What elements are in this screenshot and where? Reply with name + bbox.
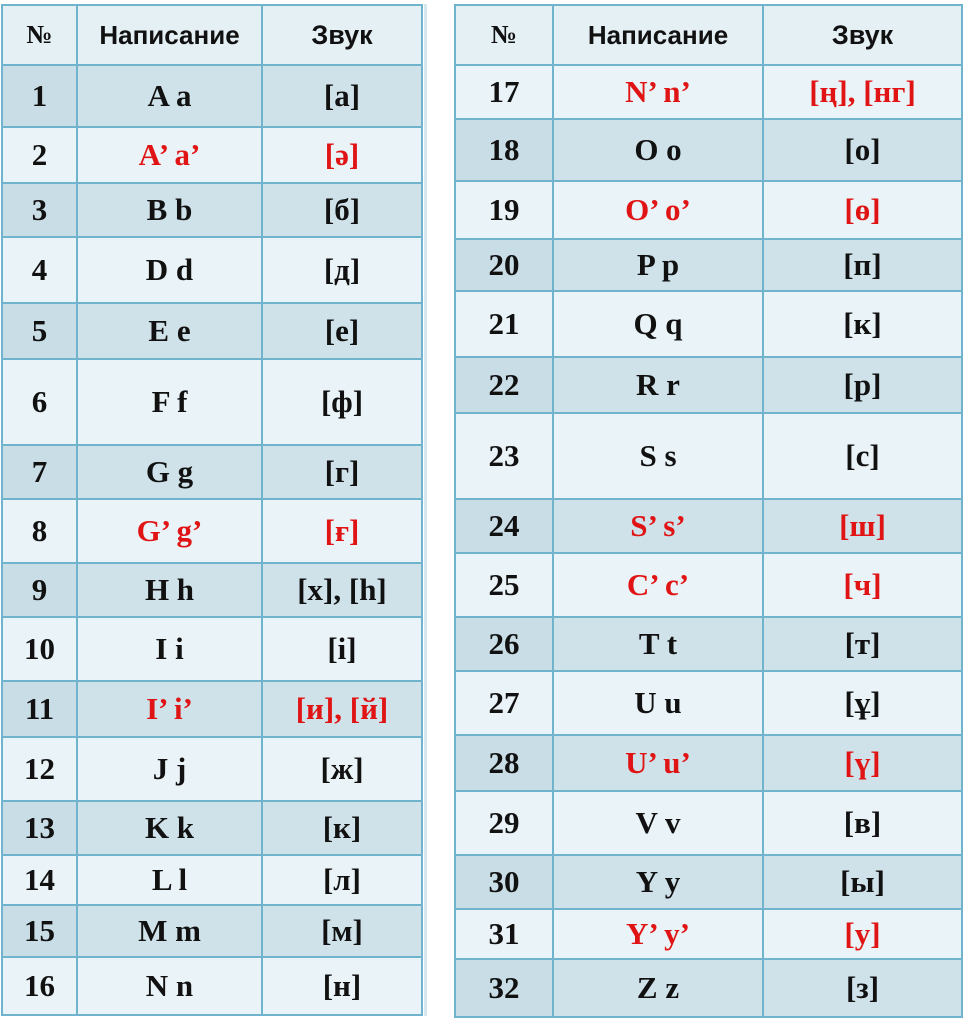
table-row — [2, 801, 422, 855]
row-letter: V v — [553, 791, 763, 855]
alphabet-table-left — [1, 4, 423, 1016]
row-sound: [ө] — [763, 181, 962, 239]
column-divider — [424, 4, 427, 1016]
row-number: 19 — [455, 181, 553, 239]
row-letter: U u — [553, 671, 763, 735]
row-letter: A’ a’ — [77, 127, 262, 183]
row-letter: G g — [77, 445, 262, 499]
row-sound: [ұ] — [763, 671, 962, 735]
row-number: 11 — [2, 681, 77, 737]
table-row — [2, 237, 422, 303]
row-number: 6 — [2, 359, 77, 445]
row-number: 21 — [455, 291, 553, 357]
row-sound: [г] — [262, 445, 422, 499]
row-letter: N n — [77, 957, 262, 1015]
row-number: 18 — [455, 119, 553, 181]
row-sound: [ә] — [262, 127, 422, 183]
header-number: № — [2, 5, 77, 65]
row-sound: [ш] — [763, 499, 962, 553]
row-letter: S’ s’ — [553, 499, 763, 553]
row-letter: G’ g’ — [77, 499, 262, 563]
table-row — [455, 119, 962, 181]
table-row — [2, 183, 422, 237]
table-row — [455, 553, 962, 617]
row-sound: [і] — [262, 617, 422, 681]
row-letter: U’ u’ — [553, 735, 763, 791]
table-row — [455, 671, 962, 735]
header-sound: Звук — [262, 5, 422, 65]
row-letter: C’ c’ — [553, 553, 763, 617]
table-row — [455, 413, 962, 499]
table-row — [455, 959, 962, 1017]
row-number: 1 — [2, 65, 77, 127]
row-letter: B b — [77, 183, 262, 237]
row-number: 32 — [455, 959, 553, 1017]
row-letter: O o — [553, 119, 763, 181]
row-number: 15 — [2, 905, 77, 957]
table-row — [455, 499, 962, 553]
row-number: 14 — [2, 855, 77, 905]
row-letter: I’ i’ — [77, 681, 262, 737]
row-sound: [в] — [763, 791, 962, 855]
row-number: 28 — [455, 735, 553, 791]
row-letter: M m — [77, 905, 262, 957]
row-sound: [м] — [262, 905, 422, 957]
row-letter: P p — [553, 239, 763, 291]
row-letter: R r — [553, 357, 763, 413]
table-row — [455, 855, 962, 909]
row-number: 26 — [455, 617, 553, 671]
row-sound: [з] — [763, 959, 962, 1017]
table-row — [2, 563, 422, 617]
table-row — [2, 359, 422, 445]
row-number: 23 — [455, 413, 553, 499]
table-row — [2, 957, 422, 1015]
row-letter: H h — [77, 563, 262, 617]
row-number: 20 — [455, 239, 553, 291]
row-number: 17 — [455, 65, 553, 119]
table-row — [2, 303, 422, 359]
table-row — [2, 737, 422, 801]
row-number: 30 — [455, 855, 553, 909]
row-sound: [ф] — [262, 359, 422, 445]
table-row — [455, 291, 962, 357]
table-row — [2, 445, 422, 499]
table-row — [2, 905, 422, 957]
row-sound: [ғ] — [262, 499, 422, 563]
row-sound: [ү] — [763, 735, 962, 791]
row-letter: E e — [77, 303, 262, 359]
row-letter: Y y — [553, 855, 763, 909]
table-row — [455, 65, 962, 119]
row-number: 13 — [2, 801, 77, 855]
row-number: 8 — [2, 499, 77, 563]
row-sound: [у] — [763, 909, 962, 959]
row-number: 12 — [2, 737, 77, 801]
row-number: 24 — [455, 499, 553, 553]
row-sound: [н] — [262, 957, 422, 1015]
row-sound: [ң], [нг] — [763, 65, 962, 119]
alphabet-table-right — [454, 4, 963, 1018]
row-letter: Q q — [553, 291, 763, 357]
row-number: 9 — [2, 563, 77, 617]
table-row — [455, 791, 962, 855]
row-number: 10 — [2, 617, 77, 681]
row-sound: [и], [й] — [262, 681, 422, 737]
header-spelling: Написание — [77, 5, 262, 65]
row-sound: [ч] — [763, 553, 962, 617]
table-body-right — [455, 65, 962, 1017]
row-sound: [а] — [262, 65, 422, 127]
row-sound: [к] — [763, 291, 962, 357]
header-spelling: Написание — [553, 5, 763, 65]
table-row — [455, 617, 962, 671]
row-number: 25 — [455, 553, 553, 617]
row-letter: S s — [553, 413, 763, 499]
table-row — [455, 239, 962, 291]
row-sound: [о] — [763, 119, 962, 181]
row-letter: Y’ y’ — [553, 909, 763, 959]
table-row — [2, 127, 422, 183]
table-body-left — [2, 65, 422, 1015]
row-number: 7 — [2, 445, 77, 499]
row-sound: [е] — [262, 303, 422, 359]
row-sound: [т] — [763, 617, 962, 671]
row-number: 2 — [2, 127, 77, 183]
row-number: 31 — [455, 909, 553, 959]
row-sound: [д] — [262, 237, 422, 303]
row-sound: [р] — [763, 357, 962, 413]
table-header-row — [2, 5, 422, 65]
row-sound: [л] — [262, 855, 422, 905]
row-sound: [с] — [763, 413, 962, 499]
row-letter: J j — [77, 737, 262, 801]
row-letter: D d — [77, 237, 262, 303]
row-number: 27 — [455, 671, 553, 735]
row-sound: [х], [h] — [262, 563, 422, 617]
table-row — [455, 181, 962, 239]
header-sound: Звук — [763, 5, 962, 65]
table-row — [2, 855, 422, 905]
row-letter: L l — [77, 855, 262, 905]
table-row — [2, 499, 422, 563]
header-number: № — [455, 5, 553, 65]
row-letter: A a — [77, 65, 262, 127]
row-letter: O’ o’ — [553, 181, 763, 239]
row-sound: [п] — [763, 239, 962, 291]
row-sound: [ж] — [262, 737, 422, 801]
row-letter: F f — [77, 359, 262, 445]
table-row — [455, 357, 962, 413]
row-sound: [ы] — [763, 855, 962, 909]
table-row — [455, 735, 962, 791]
row-number: 22 — [455, 357, 553, 413]
row-number: 16 — [2, 957, 77, 1015]
row-letter: N’ n’ — [553, 65, 763, 119]
row-letter: T t — [553, 617, 763, 671]
table-row — [2, 681, 422, 737]
row-number: 4 — [2, 237, 77, 303]
row-number: 29 — [455, 791, 553, 855]
table-row — [2, 617, 422, 681]
row-sound: [б] — [262, 183, 422, 237]
row-number: 5 — [2, 303, 77, 359]
table-row — [455, 909, 962, 959]
table-header-row — [455, 5, 962, 65]
row-letter: I i — [77, 617, 262, 681]
table-row — [2, 65, 422, 127]
row-letter: K k — [77, 801, 262, 855]
row-letter: Z z — [553, 959, 763, 1017]
row-sound: [к] — [262, 801, 422, 855]
row-number: 3 — [2, 183, 77, 237]
